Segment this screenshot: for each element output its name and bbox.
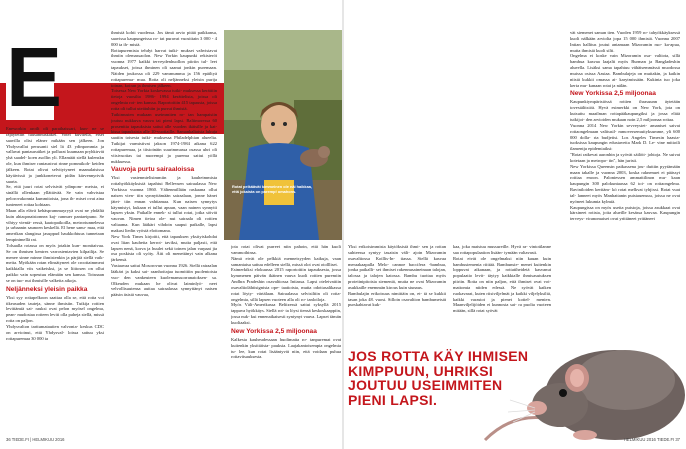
paragraph: Rottapuremista tehdyt harvat tutki- mukset vahvistavat ihmiin olemassaolon. New Yorkin kaupunki rekisteröi vuonna 1977 kaikki terveydenhuollon piiriin tul- leet tapaukset, joissa ihminen oli saanut jonkin puremaan. Näiden joukossa oli 229 vammumma ja 156 epäiltyä rottapurema- mua. Rotta oli neljänneksi yleisin purija ioinan, koiran ja ihmisen jälkeen. bbox=[111, 47, 217, 88]
paragraph: New York Times kirjoitti, että tapauksen yksityiskohdat ovat liian kauheita kerrot- taviksi, mutta paljasti, että lapsen nenä, korva ja huulet sekä toinen jalan varpaat jia osa poskista oli syöty. Äiti oli menettänyt vain alkana järkensä. bbox=[111, 233, 217, 263]
paragraph: Esimerkiksi elokuussa 2015 raportoitiin tapauksesta, jossa kymmenen päivän ikäinen vauva kuoli rottien puremiin Andhra Pradeshin osavaltiossa Intiassa. Lapsi oteleivattiin osavaltiolähtisignista ope- taatioista, mutta odottasalikassa rotat löyty- värtälaan. Sairaalassa selvisiltiin oli rotta- ongelmia, sillä lapsen vuoteen alla oli ro- tanloiloja. bbox=[231, 267, 341, 302]
paragraph: Tolsaalla rotassa on myös jotakin kun- monitaivaa. Se on ihmisen kentres varrostentavien kilpailija. Se menee sinne minne ihmistenkin ja pärjää siellä vaik- meita. Myökään rotan elinsätyneet ole croottaimmeat kaikkialla viis vaikeisksi, ja se liittosen on ollut paikko vain sopeutuu elämään sen kanssa. Toisnaan se on tuo- nut ihmisille valkeita aikoja. bbox=[6, 242, 104, 283]
subheading: Vauvoja purtu sairaaloissa bbox=[111, 166, 195, 174]
paragraph: Tutkimusten mukaan useimmiten ro- tan hampaisiin joutuu nukkuva vauva tai pieni lapsi. Baltimoressa 60 prosenttia tapauksista sattui alle vuoden ikäisille ja kat- kissa tapauksista alle 10-vuotiaille. Samankaltaisia lukuja saatiin toisesta tutki- muksessa Philadelphian alueelta. Tutkijat varmistivat jakson 1974-1984 aikana 622 rottapuremaa, ja tiistoinäin suurimmassa osassa uhri oli viisivuotias tai nuorempi ja purema sattui yöllä nukkuessa. bbox=[111, 111, 217, 164]
paragraph: Ongelma ei koske vain Mizoramin osa- valtiota, sillä bambua kasvaa laajalti myös Burman ja Bangladeshin alueella. Lisäksi sama tapahtuu vähäisemmässä muodossa muissa osissa Aasiaa. Bambulajeja on muitakin, ja kaikin niistä kukkii omassa ai- karytmissään. Kukinta tuo joka kerta mu- kanaan rotat ja nälän. bbox=[570, 53, 680, 88]
page-gutter bbox=[342, 0, 344, 449]
paragraph: New Yorkissa Queensin paikassena jou- duttiin pyytämään maan takalle ja vuonna 2003, koska raknenuet ei päässyt rottiaa enoon. Paloniessen ammattilinon mu- kaan kaupungin 300 palokuntaassa 62 toi- on rottaongelma. Raviniloiden keritäm- kö rotat melkvat tyhjixsi. Rotat vuat tal- lanneet myös Manhattanin puistauensuu, joissa ne ovat nyöneet lukumia kylmiä. bbox=[570, 163, 680, 204]
subheading: Neljänneksi yleisin paikka bbox=[6, 285, 88, 293]
paragraph: vät siemenet saman tien. Vuoden 1959 ro- tahyökkäyksessä kuoli nälkään arviolta jopa 15 000 ihmistä. Vuonna 2007 Intian hallitus joutui antamaan Mizoramin ruo- ka-apua, mutta ihmisiä kuoli silti. bbox=[570, 30, 680, 53]
footer-right: HELMIKUU 2016 TIEDE.FI 37 bbox=[623, 437, 680, 442]
paragraph: Bambulajin erikoisuus nimittäin on, et- tä se kukkii tasan joka 48. vuosi. Silloin osavaltion bambumetsät purskahtavat kuk- bbox=[348, 290, 446, 308]
photo-illustration bbox=[224, 30, 343, 240]
footer-left: 36 TIEDE.FI | HELMIKUU 2016 bbox=[6, 437, 65, 442]
left-column-2 bbox=[111, 30, 217, 436]
paragraph: Nämä eivät ole pelkkiä menneisyyden kaikuja, vaan samantaisa sattuu edelleen siellä, missä olot ovat otollliset. bbox=[231, 255, 341, 267]
paragraph: ihmistä kohti vuodessa. Jos tämä arvio pitää paikkansa, saavissa kaupungeissa ro- tat puravat vuosittain 3 000 - 4 000 ta ih- mistä. bbox=[111, 30, 217, 47]
left-column-1 bbox=[6, 126, 104, 436]
paragraph: Kaupungissa on myös useita puistoja, joissa asukkaat ovat kärsineet rotista, joita alueille kesässa kasvaa. Kaupungin terveys- viranomaiset ovat yrittäneet yrittäneet bbox=[570, 204, 680, 222]
pull-quote: JOS ROTTA KÄY IHMISEN KIMPPUUN, UHRIKSI JOUTUU USEIMMITEN PIENI LAPSI. bbox=[348, 348, 529, 408]
subheading: New Yorkissa 2,5 miljoonaa bbox=[570, 90, 656, 98]
photo-boy-with-rat bbox=[224, 30, 343, 240]
paragraph: Yksi vastenmielisimmiin ja kauheimmista rottahyökkäyksistä tapahtui Bellevuen sairaalassa New Yorkissa vuonna 1860. Vältenmillään raskaana ollut naisen vien- tiin synnyttämään sairaalaan, jonne hänet jätet- tiin ennan vahtiamaa. Kun naisen synnytys käynnistyi, kukaan ei tullut apuun, vaan nainen synnytti lapsen yksin. Paikalle ennek- si tullut rotat, jotka söivät vauvan. Nimen tietoa ole- nut sairaala oli rottien valtaama. Kun lääkäri vihdoin saapui paikalle, lapsi makasi liedin vyöstä elottomana. bbox=[111, 175, 217, 233]
right-column-2 bbox=[348, 244, 446, 344]
right-column-4 bbox=[570, 30, 680, 335]
paragraph: Maan alla elävä kehäsprammayryyä ovat ne yhdältä kuin ahtaqonaistonnea kaj- rannuer pantaeipuno. Se vihtyy vientä- ressä, kaatopaikoilla, metroriunnelessa ja urbaanin saunoen keskellä. El hene sanu- maa, että amerikan slangissa jasuppud haukkohtuus tunnetaan lempinimellä rat. bbox=[6, 207, 104, 243]
dropcap: E bbox=[6, 30, 63, 124]
paragraph: Yhdysvalton tarttumatautien valvonta- keskus CDC on arvioinut, että Yhdysval- loissa sattuu yksi rottapuremaa 30 000 ia bbox=[6, 324, 104, 341]
paragraph: Yksi erikoisimmista käytöksistä ihmi- sen ja rottan suhteessa syntyy tasaisin väli- ajoin Mizoramin osavaltiossa Koillis-In- tiassa. Siellä kasvaa meraakaapalla Melo- cannoe baccifera -bambua, jonka paikalli- set ihmiset rakennusaineinaan talojan, talossa ja talojen katossa. Bambu tuottaa myös proteiinipitoisia siemeniä, mutta ne ovat Mizoramin asukkaille enemmän kirous kuin siunaus. bbox=[348, 244, 446, 290]
paragraph: Eneworkin aroilt oli parathaissari, kun- ne se räjäytetiin tuusannuskakel. Votel kuvitella, etset saavilla olisi eläner mikään sen jälkeen. Jon Yhdysvallat perusanti siel lä 43 ydinpommia ja vallavat pantaurutiket ja pollurat kuumaan pryhkirvät yhä saadel- koen asollin yli. Ellamäät siellä kulenskn ole, kun ihmiser rantaustvat rinne pommikoh- keiden jälkeen. Rotat olivat selvitytyneet maanalaisissa käytävissä ja junkkonetevat pidän kärvennyrivik saarta. bbox=[6, 126, 104, 184]
paragraph: "Rotat ratkevat aaronhin ja syövät säilöit- johtoja. Ne suivat kotetaan ja metropo- tin", hän juristi. bbox=[570, 152, 680, 163]
paragraph: Se, että juuri rotat selvisivät ydinpom- meista, ei sinällä ollenkaan yllättävää. Se vain vahvistaa pelorovakonnia kummitoista, jona ih- miset ovat aina tunteneet rottaa kohtaan. bbox=[6, 184, 104, 207]
paragraph: Kalkesta kauheudessaan huolimatta ro- tanpuremat ovat kuitenkin yksittäista- pauksia. Laajakantoisempia ongelmia tu- lee, kun rotat lisääntyvät niin, että voidaan puhua rottavitsauksesta. bbox=[231, 336, 341, 360]
paragraph: Kaupunkiympäristössä rottien ihrasuunn äytetään tovestälitstöä. Hyvä esimerkki on New York, jota on kutsuttu maailman rottapääkaupungiksi ja jossa eläiä tutkijoi- den arvioiden mukaan noin 2,5 miljoonaa rottaa. bbox=[570, 99, 680, 122]
paragraph: Myös Väli-Amerikassa Beliizessä sattui syksyllä 2015 tappava hyökkäys. Siellä rot- ta löysi tiensä keskoskaappiin, jossa nuk- kui ennenaikaisesti syntynyt vauva. Lapset tämän kuoliaaksi. bbox=[231, 302, 341, 325]
paragraph: kaa, joka maistuu mussureille. Hyvä ra- vintotilanne saa rottapopulaation lisään- tymään valtavasti. bbox=[453, 244, 551, 255]
photo-caption: Rotat pelkäävät kimmeinen ole näi haikkaa, että jokaista on paremp! omahons. bbox=[232, 184, 313, 194]
paragraph: Rotat eivät ole ongelmaksi niin kauan kuin bambusiemenia riittää. Bambunsie- menet kuitenkin loppuvat aikanaan, ja rottatiheidetä kasvanut populaatio levit- täytyy kaikkialle ihmisasutuksen piiriin. Rotta on niin paljon, että ihmiset ovat voi- mattomia niiden edessä. Ne syövät kaiken ruokavarat, kuten riisiviljelmät ja kaikki viljelyksiltä, kaikki varastot ja pienet kotiel- menien. Maanviljelijöiden ei kunnosta sai- ra puolia vuoteen mitään, sillä rotat syövät bbox=[453, 255, 551, 314]
paragraph: jota rotat olivat purreet niin pahoin, että hän kuoli vammoihinsa. bbox=[231, 244, 341, 255]
paragraph: Vastaavaa sattui Mosorovun vuonna 1926. Siellä rairaalan lääkäri ja kaksi sai- raanhoitajaa tuomittiin puolentoista vuo- den vankeuteen kuolemansuorranatoksen- sa. Olkeuden mukaan he olivat laiminlyö- neet velvollisuutensa auttaa sairaalassa synnyttänyt naisen pääsin äsistä vauvaa, bbox=[111, 263, 217, 298]
subheading: New Yorkissa 2,5 miljoonaa bbox=[231, 327, 317, 335]
paragraph: Toisessa New Yorkia koskevassa tutki- muksessa kerättiin tietoja vuosilta 1986- 1994 kerättelista, joissa oli ongelmia rot- ten kanssa. Raportoitiin 415 tapausta, joissa rotta oli tullut uteätuhiin ja purrut ihmistä. bbox=[111, 88, 217, 111]
paragraph: Yksi syy rottapelkoon saattaa olla se, että rotta voi tikeasuden tauteja, sänne ihmisiin. Tutkija rottien levittämiä sai- rauksi ovat pelon myösel ongelma, pean- mudostaa rotteen leviti olla paheja siellä, missä rotta on paljon. bbox=[6, 294, 104, 324]
right-column-1 bbox=[231, 244, 341, 436]
paragraph: Vuonna 2014 New Yorkin sevveystet- amaniset saivat rottaongelmaan valitusil- mmoversemuityksumme, yli 600 000 dolla- ria budjetisi. Los Angeles Timesin haasta- tuoksissa kaupungin edustavetta Mark D. Le- vine mittoili ilamentja epidemiaiksi: bbox=[570, 122, 680, 152]
